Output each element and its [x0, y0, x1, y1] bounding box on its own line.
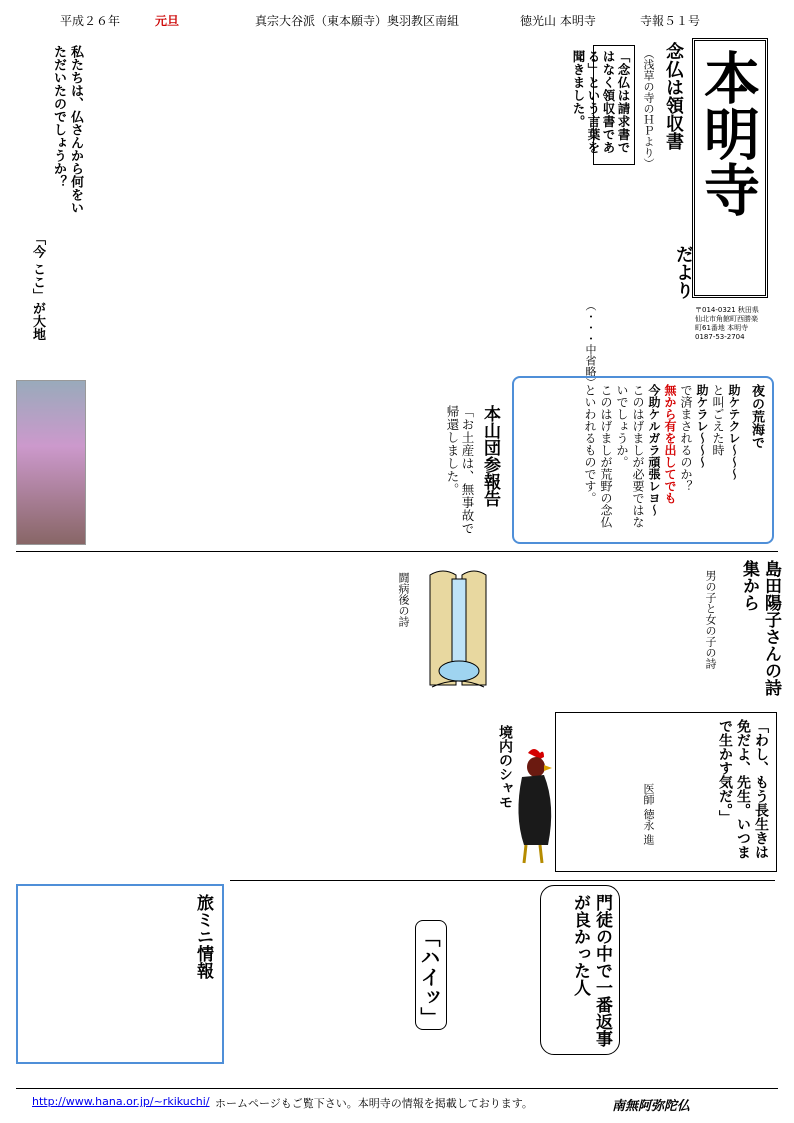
waterfall-illustration — [428, 565, 488, 695]
boxed-note — [512, 376, 774, 544]
masthead-subtitle-text: だより — [673, 245, 694, 299]
article4-title: 島田陽子さんの詩集から — [739, 560, 781, 696]
article3-opening: 「お土産は、無事故で帰還しました。 — [445, 405, 475, 535]
boxed-note-title: 夜の荒海で — [749, 384, 764, 449]
article5-quote: 「わし、もう長生きは免だよ、先生。いつまで生かす気だ。」 — [717, 719, 769, 859]
issue-date: 平成２６年 — [60, 14, 121, 28]
affiliation: 真宗大谷派（東本願寺）奥羽教区南組 — [255, 14, 460, 28]
article8-title: 旅ミニ情報 — [193, 894, 213, 979]
footer-rule — [16, 1088, 778, 1089]
boxed-note-line-7: このはげましが必要ではないでしょうか。 — [615, 384, 645, 528]
issue-number: 寺報５１号 — [640, 14, 701, 28]
poem-title: 闘病後の詩 — [397, 572, 410, 627]
article7-callout: 「ハイッ」 — [417, 927, 441, 1027]
woman-photo — [16, 380, 86, 545]
article7-title: 門徒の中で一番返事が良かった人 — [570, 894, 612, 1047]
boxed-note-line-1: 助ケテクレ～～～ — [727, 384, 741, 480]
boxed-note-line-5: 無から有を出してでも — [663, 384, 677, 504]
article1-lead: 「念仏は請求書ではなく領収書である」という言葉を聞きました。 — [571, 50, 631, 154]
article2-tagline: 「今 ここ」が大地 — [30, 232, 45, 341]
boxed-note-line-4: で済まされるのか？ — [679, 384, 693, 492]
article5-box — [555, 712, 777, 872]
article7-title-box — [540, 885, 620, 1055]
issue-label: 元旦 — [155, 14, 180, 28]
boxed-note-line-8: このはげましが荒野の念仏といわれるものです。 — [583, 384, 613, 528]
footer-nembutsu: 南無阿弥陀仏 — [612, 1099, 691, 1114]
temple-address: 〒014-0321 秋田県仙北市角館町西勝楽町61番地 本明寺 0187-53-2704 — [695, 306, 759, 341]
article1-source: （浅草の寺のＨＰより） — [642, 48, 655, 169]
masthead — [692, 38, 768, 298]
rooster-illustration — [510, 745, 558, 865]
article8-box — [16, 884, 224, 1064]
article1-title: 念仏は領収書 — [663, 42, 684, 150]
article4-subtitle: 男の子と女の子の詩 — [704, 570, 717, 669]
boxed-note-line-6: 今助ケルガラ頑張レヨ～ — [647, 384, 661, 516]
divider-2 — [230, 880, 775, 881]
article2-ellipsis: （・・・中省略） — [584, 300, 597, 388]
temple-name: 徳光山 本明寺 — [520, 14, 596, 28]
masthead-subtitle — [670, 245, 696, 304]
article3-title: 本山団参報告 — [480, 405, 500, 507]
article1-lead-box — [571, 45, 635, 165]
article7-callout-box — [415, 920, 447, 1030]
homepage-link[interactable]: http://www.hana.or.jp/~rkikuchi/ — [32, 1095, 210, 1108]
footer-notice: ホームページもご覧下さい。本明寺の情報を掲載しております。 — [215, 1097, 533, 1110]
masthead-title: 本明寺 — [695, 49, 761, 217]
article5-signature: 医師 徳永 進 — [642, 783, 655, 845]
article1-closing-question: 私たちは、仏さんから何をいただいたのでしょうか？ — [51, 45, 83, 214]
divider-1 — [16, 551, 778, 552]
article6-title: 境内のシャモ — [497, 725, 513, 809]
boxed-note-line-2: と叫ごえた時 — [711, 384, 725, 456]
boxed-note-line-3: 助ケラレ～～～ — [695, 384, 709, 468]
